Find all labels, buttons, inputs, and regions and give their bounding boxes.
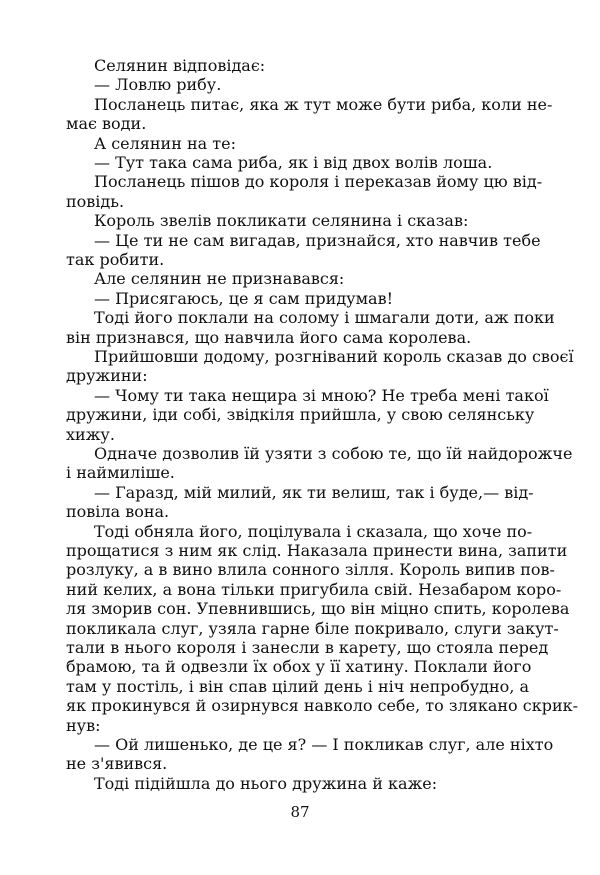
text-line: там у постіль, і він спав цілий день і ніч непробудно, а — [66, 676, 530, 696]
text-line: дружини: — [66, 366, 148, 386]
text-line: тали в нього короля і занесли в карету, що стояла перед — [66, 638, 549, 657]
text-line: брамою, та й одвезли їх обох у її хатину. Поклали його — [66, 657, 532, 677]
page-number: 87 — [290, 803, 310, 821]
text-line: так робити. — [66, 250, 165, 269]
text-line: хижу. — [66, 424, 115, 444]
text-line: ний келих, а вона тільки пригубила свій. Незабаром коро- — [66, 579, 562, 599]
text-line: Посланець пішов до короля і переказав йому цю від- — [94, 172, 543, 192]
text-line: повіла вона. — [66, 502, 170, 522]
text-line: повідь. — [66, 191, 125, 211]
text-line: — Ой лишенько, де це я? — І покликав слуг, але ніхто — [94, 735, 554, 754]
text-line: і наймиліше. — [66, 463, 175, 483]
text-line: як прокинувся й озирнувся навколо себе, то злякано скрик- — [66, 696, 579, 716]
text-line: — Тут така сама риба, як і від двох волів лоша. — [94, 153, 493, 172]
text-line: Тоді обняла його, поцілувала і сказала, що хоче по- — [94, 521, 533, 541]
text-line: він признався, що навчила його сама королева. — [66, 327, 472, 347]
text-line: — Ловлю рибу. — [94, 75, 222, 95]
text-line: Одначе дозволив їй узяти з собою те, що їй найдорожче — [94, 444, 573, 463]
text-line: — Чому ти така нещира зі мною? Не треба мені такої — [94, 385, 549, 405]
text-line: нув: — [66, 715, 101, 735]
text-line: не з'явився. — [66, 754, 168, 774]
text-line: А селянин на те: — [94, 133, 236, 153]
text-line: Прийшовши додому, розгніваний король сказав до своєї — [94, 347, 574, 366]
text-line: Тоді його поклали на солому і шмагали доти, аж поки — [94, 308, 555, 328]
text-line: покликала слуг, узяла гарне біле покривало, слуги закут- — [66, 618, 559, 638]
text-line: — Гаразд, мій милий, як ти велиш, так і буде,— від- — [94, 482, 534, 502]
text-line: дружини, іди собі, звідкіля прийшла, у свою селянську — [66, 405, 535, 425]
text-line: ля зморив сон. Упевнившись, що він міцно спить, королева — [66, 599, 570, 619]
text-line: розлуку, а в вино влила сонного зілля. Король випив пов- — [66, 560, 555, 580]
text-line: прощатися з ним як слід. Наказала принести вина, запити — [66, 541, 568, 560]
text-line: Посланець питає, яка ж тут може бути риба, коли не- — [94, 94, 553, 114]
text-line: — Присягаюсь, це я сам придумав! — [94, 288, 394, 308]
text-line: має води. — [66, 114, 147, 134]
text-line: Селянин відповідає: — [94, 56, 266, 75]
text-line: Але селянин не признавався: — [94, 269, 345, 289]
text-line: Король звелів покликати селянина і сказав: — [94, 211, 469, 231]
text-line: Тоді підійшла до нього дружина й каже: — [94, 773, 438, 793]
text-line: — Це ти не сам вигадав, признайся, хто навчив тебе — [94, 230, 541, 250]
